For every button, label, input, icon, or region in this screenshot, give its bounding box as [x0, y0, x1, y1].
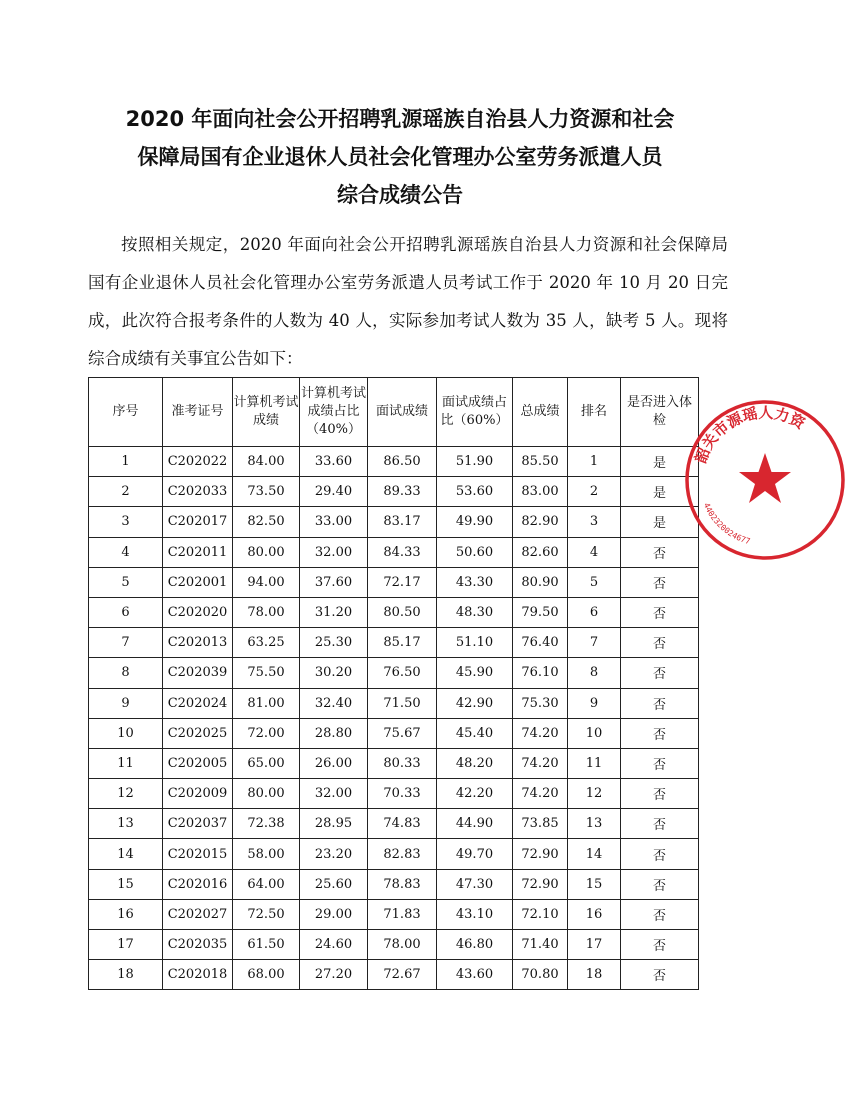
table-row — [89, 930, 699, 960]
table-cell: 7 — [568, 628, 621, 658]
table-cell: 84.00 — [233, 447, 300, 477]
table-cell: 33.60 — [300, 447, 368, 477]
table-cell: 否 — [621, 839, 699, 869]
table-cell: 17 — [568, 930, 621, 960]
table-cell: 32.00 — [300, 537, 368, 567]
table-row — [89, 869, 699, 899]
table-cell: 65.00 — [233, 748, 300, 778]
table-cell: 否 — [621, 869, 699, 899]
table-cell: 43.60 — [437, 960, 513, 990]
table-cell: 50.60 — [437, 537, 513, 567]
table-cell: 72.90 — [513, 869, 568, 899]
announcement-paragraph: 按照相关规定，2020 年面向社会公开招聘乳源瑶族自治县人力资源和社会保障局国有企业退休人员社会化管理办公室劳务派遣人员考试工作于 2020 年 10 月 20 日完成，此次符合报考条件的人数为 40 人，实际参加考试人数为 35 人，缺考 5 人。现将综合成绩有关事宜公告如下： — [88, 235, 728, 368]
column-header: 面试成绩 — [368, 378, 437, 447]
table-cell: 6 — [89, 597, 163, 627]
table-cell: 26.00 — [300, 748, 368, 778]
table-cell: 否 — [621, 658, 699, 688]
column-header: 计算机考试成绩 — [233, 378, 300, 447]
table-cell: 10 — [568, 718, 621, 748]
column-header: 面试成绩占比（60%） — [437, 378, 513, 447]
table-cell: 否 — [621, 960, 699, 990]
table-cell: 48.30 — [437, 597, 513, 627]
column-header: 准考证号 — [163, 378, 233, 447]
table-cell: 61.50 — [233, 930, 300, 960]
table-cell: C202011 — [163, 537, 233, 567]
table-cell: C202018 — [163, 960, 233, 990]
table-cell: 11 — [568, 748, 621, 778]
table-cell: 14 — [568, 839, 621, 869]
table-cell: 33.00 — [300, 507, 368, 537]
table-cell: 76.10 — [513, 658, 568, 688]
table-cell: 74.83 — [368, 809, 437, 839]
table-cell: C202016 — [163, 869, 233, 899]
table-cell: 否 — [621, 899, 699, 929]
table-cell: 75.67 — [368, 718, 437, 748]
seal-code: 4402320024677 — [701, 501, 752, 547]
table-cell: 12 — [568, 779, 621, 809]
table-cell: 86.50 — [368, 447, 437, 477]
table-cell: 是 — [621, 447, 699, 477]
table-cell: 15 — [568, 869, 621, 899]
table-cell: 2 — [89, 477, 163, 507]
table-cell: 8 — [568, 658, 621, 688]
table-cell: 80.00 — [233, 779, 300, 809]
table-cell: 83.17 — [368, 507, 437, 537]
table-cell: 1 — [568, 447, 621, 477]
table-cell: 73.85 — [513, 809, 568, 839]
table-row — [89, 477, 699, 507]
table-cell: 否 — [621, 628, 699, 658]
table-row — [89, 809, 699, 839]
table-cell: 74.20 — [513, 748, 568, 778]
table-cell: 29.40 — [300, 477, 368, 507]
table-cell: 5 — [89, 567, 163, 597]
table-cell: 4 — [568, 537, 621, 567]
table-cell: 3 — [89, 507, 163, 537]
table-cell: 84.33 — [368, 537, 437, 567]
table-cell: C202033 — [163, 477, 233, 507]
table-row — [89, 658, 699, 688]
table-cell: 72.38 — [233, 809, 300, 839]
table-cell: 27.20 — [300, 960, 368, 990]
table-cell: 46.80 — [437, 930, 513, 960]
results-table — [88, 377, 699, 990]
table-cell: 80.33 — [368, 748, 437, 778]
table-cell: 78.83 — [368, 869, 437, 899]
table-row — [89, 718, 699, 748]
table-cell: 11 — [89, 748, 163, 778]
table-cell: 24.60 — [300, 930, 368, 960]
table-cell: 16 — [568, 899, 621, 929]
table-cell: 43.10 — [437, 899, 513, 929]
table-cell: C202022 — [163, 447, 233, 477]
table-cell: 58.00 — [233, 839, 300, 869]
table-cell: 9 — [89, 688, 163, 718]
column-header: 总成绩 — [513, 378, 568, 447]
table-cell: 23.20 — [300, 839, 368, 869]
table-cell: C202037 — [163, 809, 233, 839]
star-icon — [739, 453, 791, 503]
table-cell: 4 — [89, 537, 163, 567]
table-row — [89, 537, 699, 567]
table-cell: 80.90 — [513, 567, 568, 597]
table-cell: 42.90 — [437, 688, 513, 718]
table-cell: 5 — [568, 567, 621, 597]
table-cell: 32.00 — [300, 779, 368, 809]
title-line-3: 综合成绩公告 — [337, 183, 463, 207]
table-cell: 否 — [621, 930, 699, 960]
table-cell: 85.50 — [513, 447, 568, 477]
table-cell: C202013 — [163, 628, 233, 658]
table-cell: 70.33 — [368, 779, 437, 809]
table-cell: 63.25 — [233, 628, 300, 658]
table-cell: 71.50 — [368, 688, 437, 718]
table-cell: C202039 — [163, 658, 233, 688]
table-cell: 否 — [621, 537, 699, 567]
table-cell: 13 — [89, 809, 163, 839]
table-cell: 是 — [621, 507, 699, 537]
table-cell: C202027 — [163, 899, 233, 929]
table-cell: 30.20 — [300, 658, 368, 688]
table-cell: 85.17 — [368, 628, 437, 658]
table-cell: 18 — [89, 960, 163, 990]
table-cell: 42.20 — [437, 779, 513, 809]
table-cell: 82.60 — [513, 537, 568, 567]
table-row — [89, 567, 699, 597]
table-cell: 32.40 — [300, 688, 368, 718]
table-cell: 49.70 — [437, 839, 513, 869]
table-cell: 74.20 — [513, 779, 568, 809]
table-row — [89, 688, 699, 718]
table-cell: 53.60 — [437, 477, 513, 507]
table-cell: C202020 — [163, 597, 233, 627]
table-cell: 否 — [621, 779, 699, 809]
table-cell: 9 — [568, 688, 621, 718]
table-cell: 否 — [621, 597, 699, 627]
column-header: 排名 — [568, 378, 621, 447]
table-row — [89, 507, 699, 537]
table-row — [89, 839, 699, 869]
table-cell: 80.50 — [368, 597, 437, 627]
table-cell: 89.33 — [368, 477, 437, 507]
table-cell: 75.50 — [233, 658, 300, 688]
table-cell: 否 — [621, 748, 699, 778]
table-cell: 10 — [89, 718, 163, 748]
table-cell: 12 — [89, 779, 163, 809]
table-cell: 15 — [89, 869, 163, 899]
table-cell: 79.50 — [513, 597, 568, 627]
table-cell: 76.50 — [368, 658, 437, 688]
table-cell: 否 — [621, 688, 699, 718]
table-cell: 51.10 — [437, 628, 513, 658]
table-row — [89, 748, 699, 778]
table-cell: 64.00 — [233, 869, 300, 899]
table-cell: 6 — [568, 597, 621, 627]
table-cell: 73.50 — [233, 477, 300, 507]
table-cell: 13 — [568, 809, 621, 839]
table-cell: 28.95 — [300, 809, 368, 839]
document-title — [60, 100, 740, 214]
table-cell: 72.50 — [233, 899, 300, 929]
table-cell: 74.20 — [513, 718, 568, 748]
table-cell: 17 — [89, 930, 163, 960]
table-cell: 29.00 — [300, 899, 368, 929]
table-body — [89, 447, 699, 990]
table-cell: 75.30 — [513, 688, 568, 718]
table-cell: 72.00 — [233, 718, 300, 748]
table-cell: 47.30 — [437, 869, 513, 899]
table-cell: 94.00 — [233, 567, 300, 597]
table-cell: 3 — [568, 507, 621, 537]
table-cell: C202025 — [163, 718, 233, 748]
table-cell: C202024 — [163, 688, 233, 718]
table-cell: 45.90 — [437, 658, 513, 688]
table-cell: 2 — [568, 477, 621, 507]
table-cell: 71.83 — [368, 899, 437, 929]
table-cell: 1 — [89, 447, 163, 477]
table-cell: 是 — [621, 477, 699, 507]
table-row — [89, 899, 699, 929]
table-cell: 76.40 — [513, 628, 568, 658]
title-line-1: 2020 年面向社会公开招聘乳源瑶族自治县人力资源和社会 — [125, 107, 675, 131]
table-cell: 49.90 — [437, 507, 513, 537]
table-cell: 72.10 — [513, 899, 568, 929]
table-cell: 83.00 — [513, 477, 568, 507]
table-cell: C202015 — [163, 839, 233, 869]
table-row — [89, 779, 699, 809]
table-cell: C202009 — [163, 779, 233, 809]
table-cell: 82.83 — [368, 839, 437, 869]
seal-ring — [687, 402, 843, 558]
seal-text: 韶关市源瑶人力资 — [691, 403, 808, 466]
table-cell: 8 — [89, 658, 163, 688]
table-cell: 否 — [621, 718, 699, 748]
table-cell: C202035 — [163, 930, 233, 960]
column-header: 是否进入体检 — [621, 378, 699, 447]
table-cell: 80.00 — [233, 537, 300, 567]
table-cell: 25.30 — [300, 628, 368, 658]
table-cell: 82.50 — [233, 507, 300, 537]
table-cell: 71.40 — [513, 930, 568, 960]
table-cell: 37.60 — [300, 567, 368, 597]
table-cell: 44.90 — [437, 809, 513, 839]
table-cell: 48.20 — [437, 748, 513, 778]
table-cell: 14 — [89, 839, 163, 869]
table-cell: 16 — [89, 899, 163, 929]
table-cell: 78.00 — [233, 597, 300, 627]
table-cell: 72.17 — [368, 567, 437, 597]
table-cell: C202005 — [163, 748, 233, 778]
column-header: 计算机考试成绩占比（40%） — [300, 378, 368, 447]
table-cell: C202001 — [163, 567, 233, 597]
table-cell: 否 — [621, 567, 699, 597]
table-cell: 82.90 — [513, 507, 568, 537]
table-cell: 51.90 — [437, 447, 513, 477]
table-cell: 78.00 — [368, 930, 437, 960]
table-header-row — [89, 378, 699, 447]
table-cell: 72.90 — [513, 839, 568, 869]
table-cell: 72.67 — [368, 960, 437, 990]
table-cell: 7 — [89, 628, 163, 658]
table-cell: 25.60 — [300, 869, 368, 899]
title-line-2: 保障局国有企业退休人员社会化管理办公室劳务派遣人员 — [137, 145, 663, 169]
table-row — [89, 597, 699, 627]
table-cell: 18 — [568, 960, 621, 990]
table-cell: 70.80 — [513, 960, 568, 990]
table-cell: C202017 — [163, 507, 233, 537]
table-cell: 68.00 — [233, 960, 300, 990]
table-cell: 31.20 — [300, 597, 368, 627]
table-cell: 81.00 — [233, 688, 300, 718]
column-header: 序号 — [89, 378, 163, 447]
table-cell: 否 — [621, 809, 699, 839]
table-cell: 45.40 — [437, 718, 513, 748]
official-seal — [680, 395, 850, 565]
table-row — [89, 960, 699, 990]
table-cell: 43.30 — [437, 567, 513, 597]
table-cell: 28.80 — [300, 718, 368, 748]
table-row — [89, 447, 699, 477]
table-row — [89, 628, 699, 658]
